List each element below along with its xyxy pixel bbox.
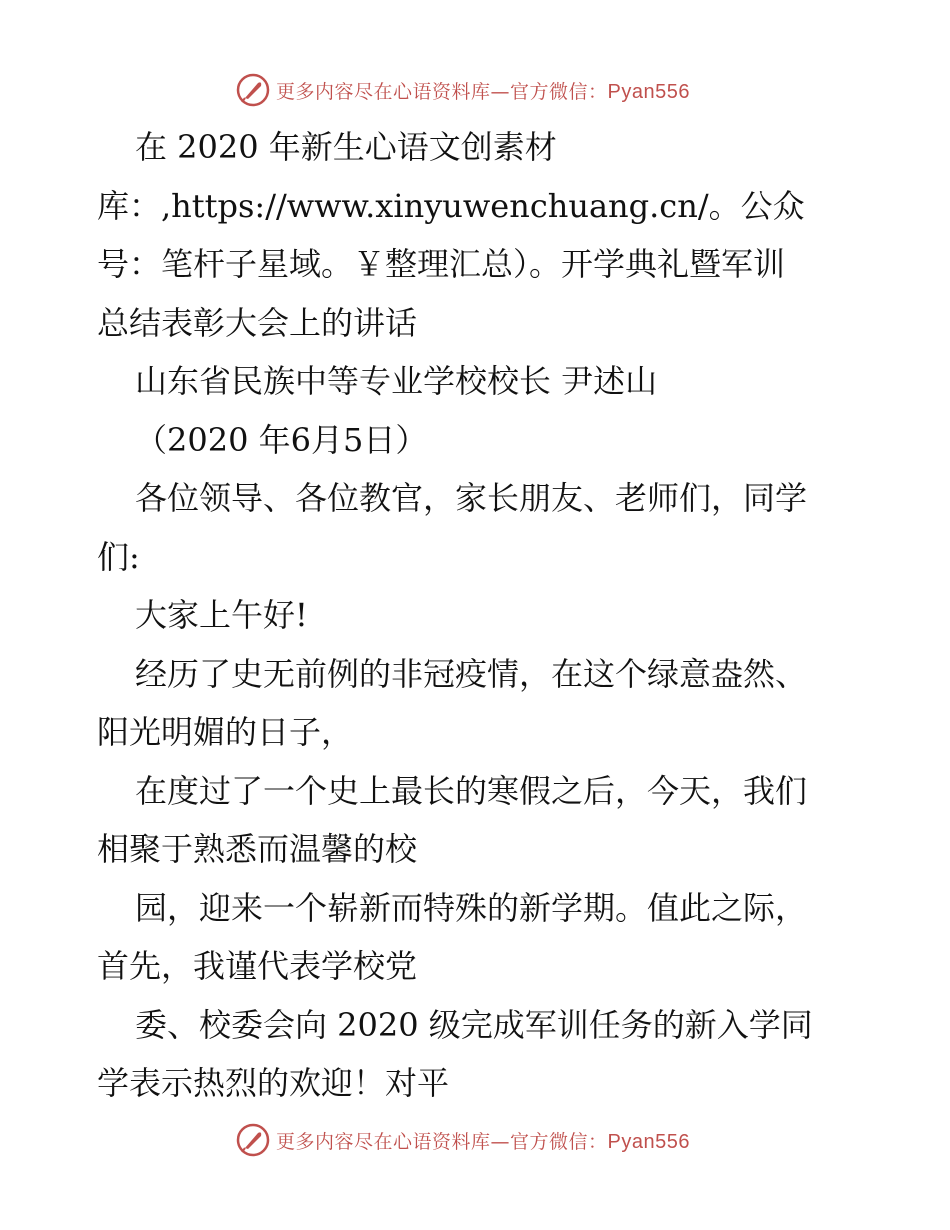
paragraph-line: 阳光明媚的日子， [97,713,354,751]
paragraph-line: 号：笔杆子星域。￥整理汇总）。开学典礼暨军训 [97,245,786,283]
quill-logo-icon [236,73,270,107]
paragraph-line: 总结表彰大会上的讲话 [97,303,418,342]
paragraph-line: 园，迎来一个崭新而特殊的新学期。值此之际， [135,888,808,927]
document-body [97,118,867,1113]
quill-logo-icon [236,1123,270,1157]
paragraph-line: 各位领导、各位教官，家长朋友、老师们，同学 [135,479,808,517]
paragraph-line: 大家上午好! [135,596,308,634]
header-banner-text: 更多内容尽在心语资料库—官方微信：Pyan556 [276,80,690,103]
paragraph-line: 经历了史无前例的非冠疫情，在这个绿意盎然、 [135,654,808,693]
header-banner [236,72,690,108]
paragraph-line: 在度过了一个史上最长的寒假之后，今天，我们 [135,771,808,810]
paragraph-line: 们: [97,537,140,576]
paragraph-line: 相聚于熟悉而温馨的校 [97,830,418,868]
paragraph-line: 山东省民族中等专业学校校长 尹述山 [135,362,658,400]
paragraph-line: 委、校委会向 2020 级完成军训任务的新入学同 [135,1005,813,1044]
paragraph-line: 库：,https://www.xinyuwenchuang.cn/。公众 [97,186,805,225]
paragraph-line: （2020 年6月5日） [135,420,428,459]
footer-banner-text: 更多内容尽在心语资料库—官方微信：Pyan556 [276,1130,690,1153]
paragraph-line: 在 2020 年新生心语文创素材 [135,128,557,166]
paragraph-line: 首先，我谨代表学校党 [97,947,418,985]
footer-banner [236,1122,690,1158]
paragraph-line: 学表示热烈的欢迎！对平 [97,1064,450,1102]
